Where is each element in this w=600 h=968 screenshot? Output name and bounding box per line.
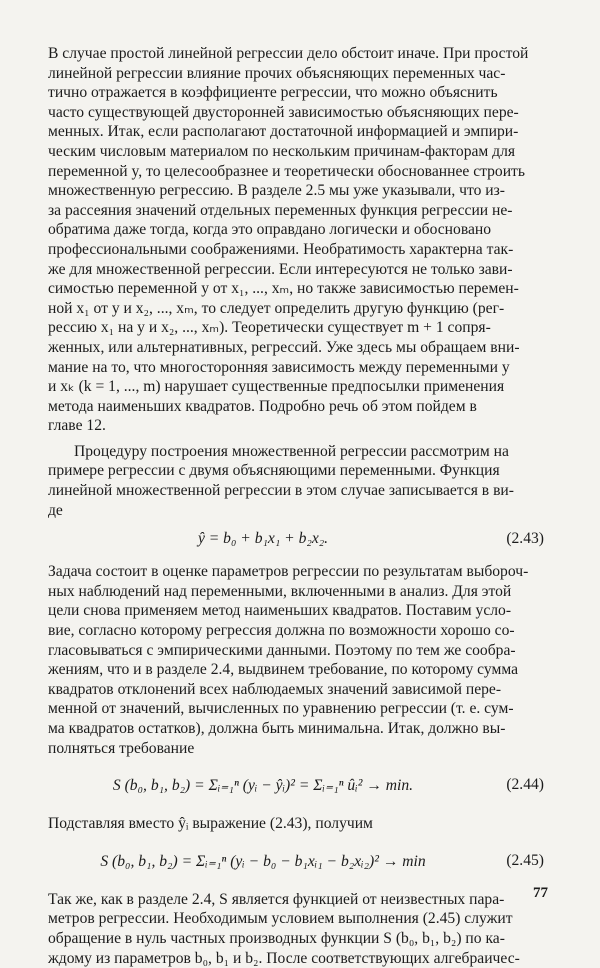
- text-line: линейной множественной регрессии в этом случае записывается в ви-: [48, 482, 514, 500]
- text-line: цели снова применяем метод наименьших квадратов. Поставим усло-: [48, 602, 512, 620]
- text-line: метода наименьших квадратов. Подробно речь об этом пойдем в: [48, 397, 477, 415]
- formula-number: (2.44): [506, 776, 544, 794]
- paragraph-4: [48, 814, 548, 834]
- formula-2-43: [48, 522, 548, 560]
- text-line: и xₖ (k = 1, ..., m) нарушает существенные предпосылки применения: [48, 378, 505, 396]
- text-line: ных наблюдений над переменными, включенными в анализ. Для этой: [48, 582, 512, 600]
- text-line: ма квадратов остатков), должна быть минимальна. Итак, должно вы-: [48, 720, 506, 737]
- text-line: ческим числовым материалом по нескольким причинам-факторам для: [48, 142, 516, 160]
- formula-number: (2.45): [506, 851, 544, 869]
- text-line: мание на то, что многосторонняя зависимость между переменными y: [48, 358, 510, 376]
- text-line: менной от значений, вычисленных по уравнению регрессии (т. е. сум-: [48, 700, 514, 718]
- text-line: часто существующей двусторонней зависимостью объясняющих пере-: [48, 103, 519, 121]
- text-line: Подставляя вместо ŷᵢ выражение (2.43), получим: [48, 815, 373, 833]
- text-line: симостью переменной y от x₁, ..., xₘ, но также зависимостью перемен-: [48, 280, 519, 298]
- paragraph-5: [48, 890, 548, 968]
- text-line: женных, или альтернативных, регрессий. Уже здесь мы обращаем вни-: [48, 338, 520, 356]
- page-number: 77: [533, 885, 548, 901]
- text-line: метров регрессии. Необходимым условием выполнения (2.45) служит: [48, 910, 513, 928]
- text-line: обращение в нуль частных производных функции S (b₀, b₁, b₂) по ка-: [48, 929, 505, 947]
- formula-expression: S (b₀, b₁, b₂) = Σᵢ₌₁ⁿ (yᵢ − b₀ − b₁xᵢ₁ − b₂xᵢ₂)² → min: [100, 852, 426, 870]
- text-line: квадратов отклонений всех наблюдаемых значений зависимой пере-: [48, 680, 502, 698]
- text-line: ной x₁ от y и x₂, ..., xₘ, то следует определить другую функцию (рег-: [48, 299, 505, 317]
- paragraph-1: [48, 44, 548, 436]
- text-line: В случае простой линейной регрессии дело обстоит иначе. При простой: [48, 45, 529, 62]
- text-line: Так же, как в разделе 2.4, S является функцией от неизвестных пара-: [48, 890, 505, 908]
- text-line: ждому из параметров b₀, b₁ и b₂. После соответствующих алгебраичес-: [48, 949, 520, 967]
- text-line: Процедуру построения множественной регрессии рассмотрим на: [74, 442, 509, 460]
- formula-expression: ŷ = b₀ + b₁x₁ + b₂x₂.: [197, 530, 329, 548]
- text-line: менных. Итак, если располагают достаточной информацией и эмпири-: [48, 123, 519, 141]
- formula-2-44: [48, 760, 548, 812]
- formula-2-45: [48, 836, 548, 888]
- text-line: линейной регрессии влияние прочих объясняющих переменных час-: [48, 64, 506, 82]
- text-line: переменной y, то целесообразнее и теоретически обоснованнее строить: [48, 162, 525, 180]
- text-line: же для множественной регрессии. Если интересуются не только зави-: [48, 260, 513, 278]
- paragraph-2: [48, 442, 548, 520]
- text-line: главе 12.: [48, 417, 106, 435]
- text-line: рессию x₁ на y и x₂, ..., xₘ). Теоретически существует m + 1 сопря-: [48, 319, 491, 337]
- text-line: жениям, что и в разделе 2.4, выдвинем требование, по которому сумма: [48, 661, 519, 679]
- paragraph-3: [48, 562, 548, 758]
- text-line: множественную регрессию. В разделе 2.5 мы уже указывали, что из-: [48, 182, 505, 200]
- text-line: обратима даже тогда, когда это оправдано логически и обосновано: [48, 221, 492, 239]
- text-line: примере регрессии с двумя объясняющими переменными. Функция: [48, 462, 500, 480]
- formula-expression: S (b₀, b₁, b₂) = Σᵢ₌₁ⁿ (yᵢ − ŷᵢ)² = Σᵢ₌₁ⁿ ûᵢ² → min.: [112, 777, 414, 795]
- text-line: тично отражается в коэффициенте регрессии, что можно объяснить: [48, 84, 498, 102]
- text-line: вие, согласно которому регрессия должна по возможности хорошо со-: [48, 622, 515, 640]
- text-line: профессиональными соображениями. Необратимость характерна так-: [48, 240, 514, 258]
- text-line: за рассеяния значений отдельных переменных функция регрессии не-: [48, 201, 513, 219]
- text-line: Задача состоит в оценке параметров регрессии по результатам выбороч-: [48, 563, 529, 581]
- formula-number: (2.43): [506, 530, 544, 548]
- text-line: полняться требование: [48, 739, 195, 757]
- text-line: де: [48, 501, 63, 519]
- text-line: гласовываться с эмпирическими данными. Поэтому по тем же сообра-: [48, 641, 516, 659]
